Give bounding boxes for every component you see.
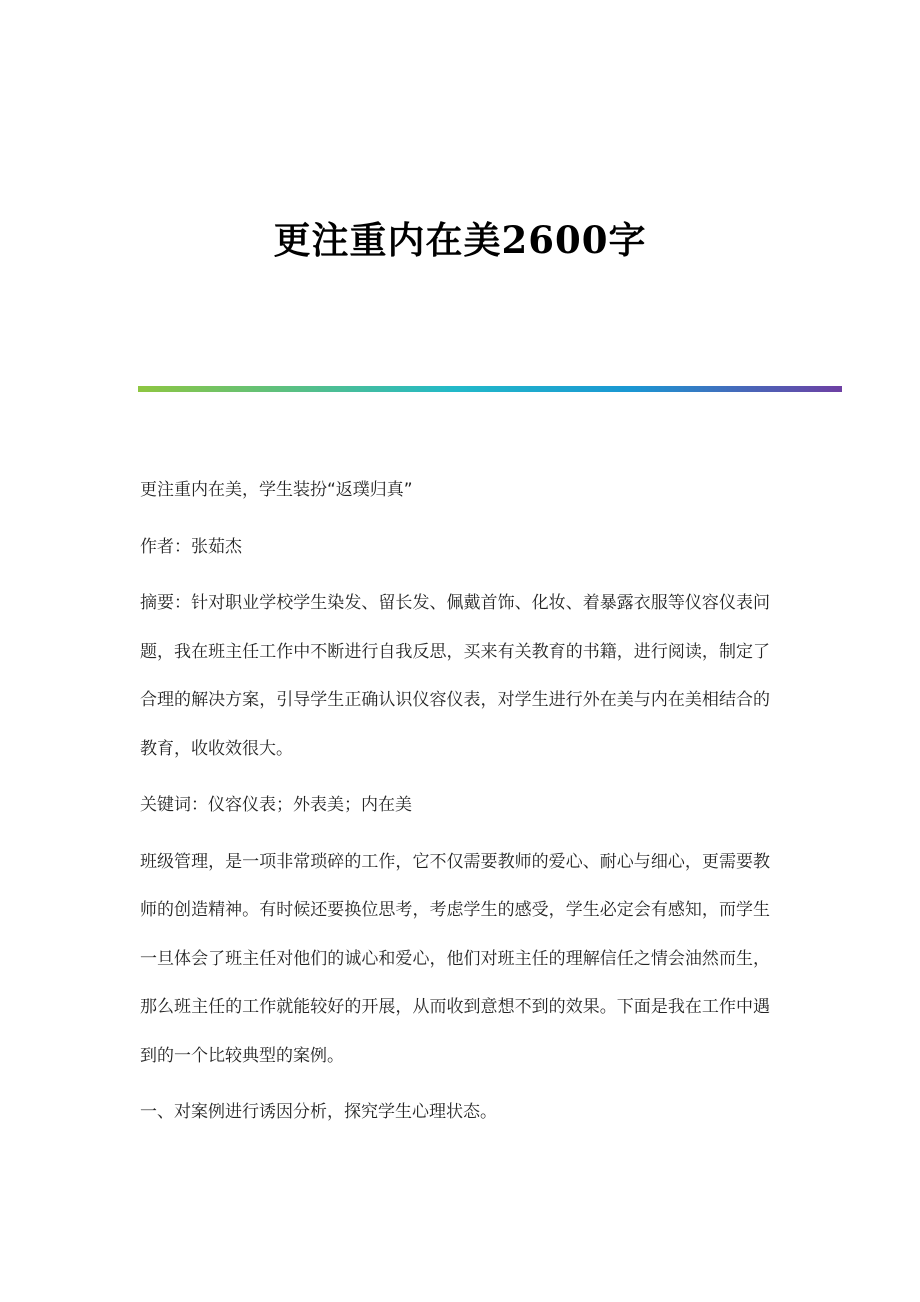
abstract-paragraph: 摘要：针对职业学校学生染发、留长发、佩戴首饰、化妆、着暴露衣服等仪容仪表问题，我在班主任工作中不断进行自我反思，买来有关教育的书籍，进行阅读，制定了合理的解决方案，引导学生正确认识仪容仪表，对学生进行外在美与内在美相结合的教育，收收效很大。 xyxy=(140,593,770,759)
author-line: 作者：张茹杰 xyxy=(140,536,242,557)
body-paragraph: 班级管理，是一项非常琐碎的工作，它不仅需要教师的爱心、耐心与细心，更需要教师的创造精神。有时候还要换位思考，考虑学生的感受，学生必定会有感知，而学生一旦体会了班主任对他们的诚心和爱心，他们对班主任的理解信任之情会油然而生，那么班主任的工作就能较好的开展，从而收到意想不到的效果。下面是我在工作中遇到的一个比较典型的案例。 xyxy=(140,851,770,1066)
section-heading: 一、对案例进行诱因分析，探究学生心理状态。 xyxy=(140,1102,497,1122)
title-divider xyxy=(138,386,842,392)
document-title: 更注重内在美2600字 xyxy=(273,218,647,262)
keywords-line: 关键词：仪容仪表；外表美；内在美 xyxy=(140,795,412,815)
article-subtitle: 更注重内在美，学生装扮“返璞归真” xyxy=(140,480,413,500)
document-body xyxy=(140,466,770,1137)
